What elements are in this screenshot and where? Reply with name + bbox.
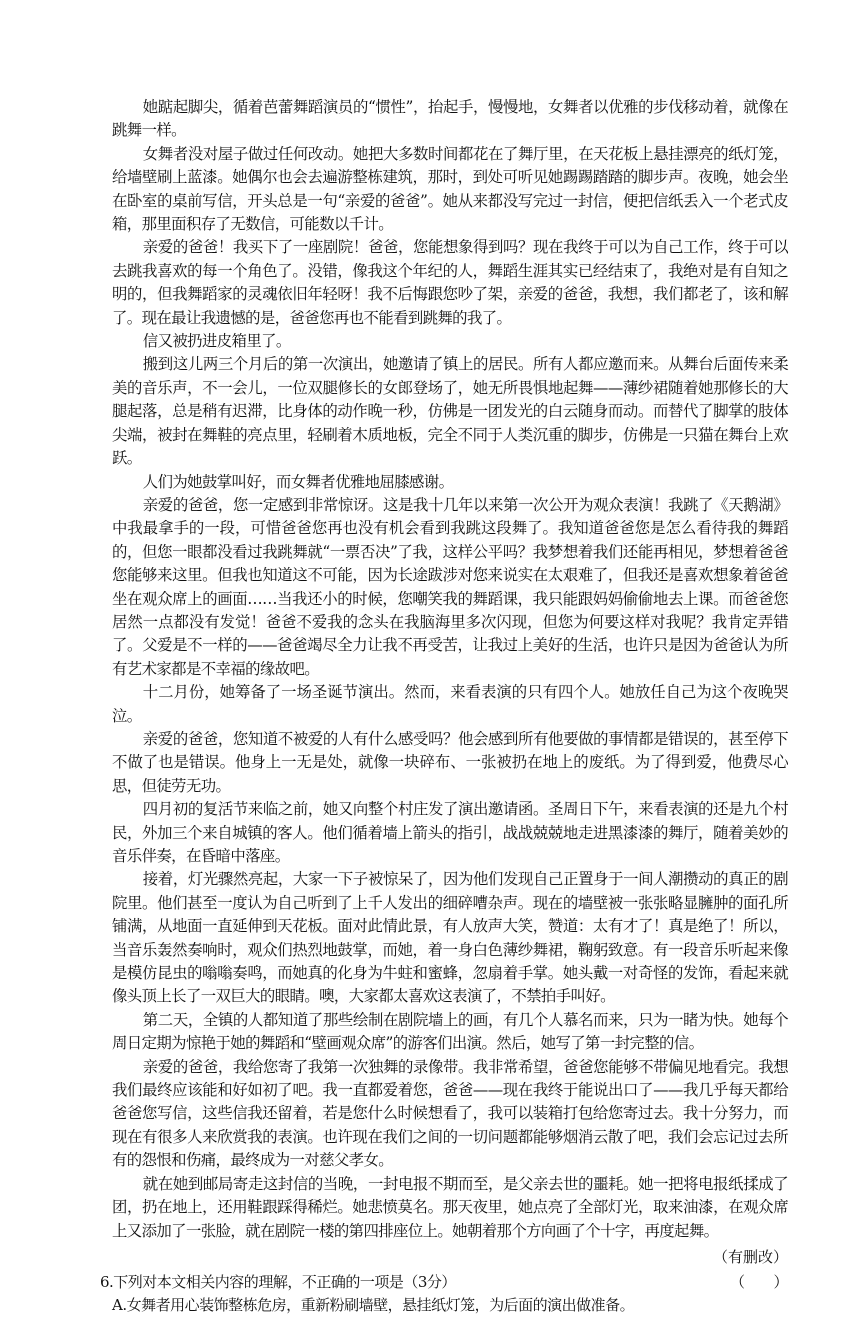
- paragraph-9: 亲爱的爸爸，您知道不被爱的人有什么感受吗？他会感到所有他要做的事情都是错误的，甚至停下不做了也是错误。他身上一无是处，就像一块碎布、一张被扔在地上的废纸。为了得到爱，他费尽心思，但徒劳无功。: [112, 729, 788, 795]
- document-page: [100, 96, 788, 1317]
- option-a: A.女舞者用心装饰整栋危房，重新粉刷墙壁，悬挂纸灯笼，为后面的演出做准备。: [112, 1295, 635, 1314]
- question-6: [100, 1271, 788, 1294]
- paragraph-14: 就在她到邮局寄走这封信的当晚，一封电报不期而至，是父亲去世的噩耗。她一把将电报纸揉成了团，扔在地上，还用鞋跟踩得稀烂。她悲愤莫名。那天夜里，她点亮了全部灯光，取来油漆，在观众席上又添加了一张脸，就在剧院一楼的第四排座位上。她朝着那个方向画了个十字，再度起舞。: [112, 1174, 788, 1240]
- paragraph-2: 女舞者没对屋子做过任何改动。她把大多数时间都花在了舞厅里，在天花板上悬挂漂亮的纸灯笼，给墙壁刷上蓝漆。她偶尔也会去遍游整栋建筑，那时，到处可听见她踢踢踏踏的脚步声。夜晚，她会坐在卧室的桌前写信，开头总是一句“亲爱的爸爸”。她从来都没写完过一封信，便把信纸丢入一个老式皮箱，那里面积存了无数信，可能数以千计。: [112, 144, 788, 234]
- paragraph-7: 亲爱的爸爸，您一定感到非常惊讶。这是我十几年以来第一次公开为观众表演！我跳了《天鹅湖》中我最拿手的一段，可惜爸爸您再也没有机会看到我跳这段舞了。我知道爸爸您是怎么看待我的舞蹈的，但您一眼都没看过我跳舞就“一票否决”了我，这样公平吗？我梦想着我们还能再相见，梦想着爸爸您能够来这里。但我也知道这不可能，因为长途跋涉对您来说实在太艰难了，但我还是喜欢想象着爸爸坐在观众席上的画面……当我还小的时候，您嘲笑我的舞蹈课，我只能跟妈妈偷偷地去上课。而爸爸您居然一点都没有发觉！爸爸不爱我的念头在我脑海里多次闪现，但您为何要这样对我呢？我肯定弄错了。父爱是不一样的——爸爸竭尽全力让我不再受苦，让我过上美好的生活，也许只是因为爸爸认为所有艺术家都是不幸福的缘故吧。: [112, 495, 788, 678]
- article-body: [112, 96, 788, 1243]
- paragraph-1: 她踮起脚尖，循着芭蕾舞蹈演员的“惯性”，抬起手，慢慢地，女舞者以优雅的步伐移动着，就像在跳舞一样。: [112, 98, 788, 140]
- paragraph-8: 十二月份，她筹备了一场圣诞节演出。然而，来看表演的只有四个人。她放任自己为这个夜晚哭泣。: [112, 683, 788, 725]
- paragraph-3: 亲爱的爸爸！我买下了一座剧院！爸爸，您能想象得到吗？现在我终于可以为自己工作，终于可以去跳我喜欢的每一个角色了。没错，像我这个年纪的人，舞蹈生涯其实已经结束了，我绝对是有自知之明的，但我舞蹈家的灵魂依旧年轻呀！我不后悔跟您吵了架，亲爱的爸爸，我想，我们都老了，该和解了。现在最让我遗憾的是，爸爸您再也不能看到跳舞的我了。: [112, 238, 788, 327]
- question-6-text: 6.下列对本文相关内容的理解，不正确的一项是（3分）: [100, 1272, 456, 1291]
- paragraph-6: 人们为她鼓掌叫好，而女舞者优雅地屈膝感谢。: [142, 472, 454, 491]
- paragraph-13: 亲爱的爸爸，我给您寄了我第一次独舞的录像带。我非常希望，爸爸您能够不带偏见地看完。我想我们最终应该能和好如初了吧。我一直都爱着您，爸爸——现在我终于能说出口了——我几乎每天都给爸爸您写信，这些信我还留着，若是您什么时候想看了，我可以装箱打包给您寄过去。我十分努力，而现在有很多人来欣赏我的表演。也许现在我们之间的一切问题都能够烟消云散了吧，我们会忘记过去所有的怨恨和伤痛，最终成为一对慈父孝女。: [112, 1057, 788, 1170]
- answer-blank: （ ）: [729, 1272, 788, 1291]
- paragraph-10: 四月初的复活节来临之前，她又向整个村庄发了演出邀请函。圣周日下午，来看表演的还是九个村民，外加三个来自城镇的客人。他们循着墙上箭头的指引，战战兢兢地走进黑漆漆的舞厅，随着美妙的音乐伴奏，在昏暗中落座。: [112, 800, 788, 865]
- edit-note: （有删改）: [712, 1247, 788, 1266]
- paragraph-12: 第二天，全镇的人都知道了那些绘制在剧院墙上的画，有几个人慕名而来，只为一睹为快。她每个周日定期为惊艳于她的舞蹈和“壁画观众席”的游客们出演。然后，她写了第一封完整的信。: [112, 1010, 788, 1053]
- paragraph-4: 信又被扔进皮箱里了。: [142, 332, 291, 351]
- paragraph-5: 搬到这儿两三个月后的第一次演出，她邀请了镇上的居民。所有人都应邀而来。从舞台后面传来柔美的音乐声，不一会儿，一位双腿修长的女郎登场了，她无所畏惧地起舞——薄纱裙随着她那修长的大腿起落，总是稍有迟滞，比身体的动作晚一秒，仿佛是一团发光的白云随身而动。而替代了脚掌的肢体尖端，被封在舞鞋的亮点里，轻刷着木质地板，完全不同于人类沉重的脚步，仿佛是一只猫在舞台上欢跃。: [112, 355, 788, 468]
- paragraph-11: 接着，灯光骤然亮起，大家一下子被惊呆了，因为他们发现自己正置身于一间人潮攒动的真正的剧院里。他们甚至一度认为自己听到了上千人发出的细碎嘈杂声。现在的墙壁被一张张略显臃肿的面孔所铺满，从地面一直延伸到天花板。面对此情此景，有人放声大笑，赞道：太有才了！真是绝了！所以，当音乐轰然奏响时，观众们热烈地鼓掌，而她，着一身白色薄纱舞裙，鞠躬致意。有一段音乐听起来像是模仿昆虫的嗡嗡奏鸣，而她真的化身为牛蛀和蜜蜂，忽扇着手掌。她头戴一对奇怪的发饰，看起来就像头顶上长了一双巨大的眼睛。噢，大家都太喜欢这表演了，不禁拍手叫好。: [112, 870, 788, 1006]
